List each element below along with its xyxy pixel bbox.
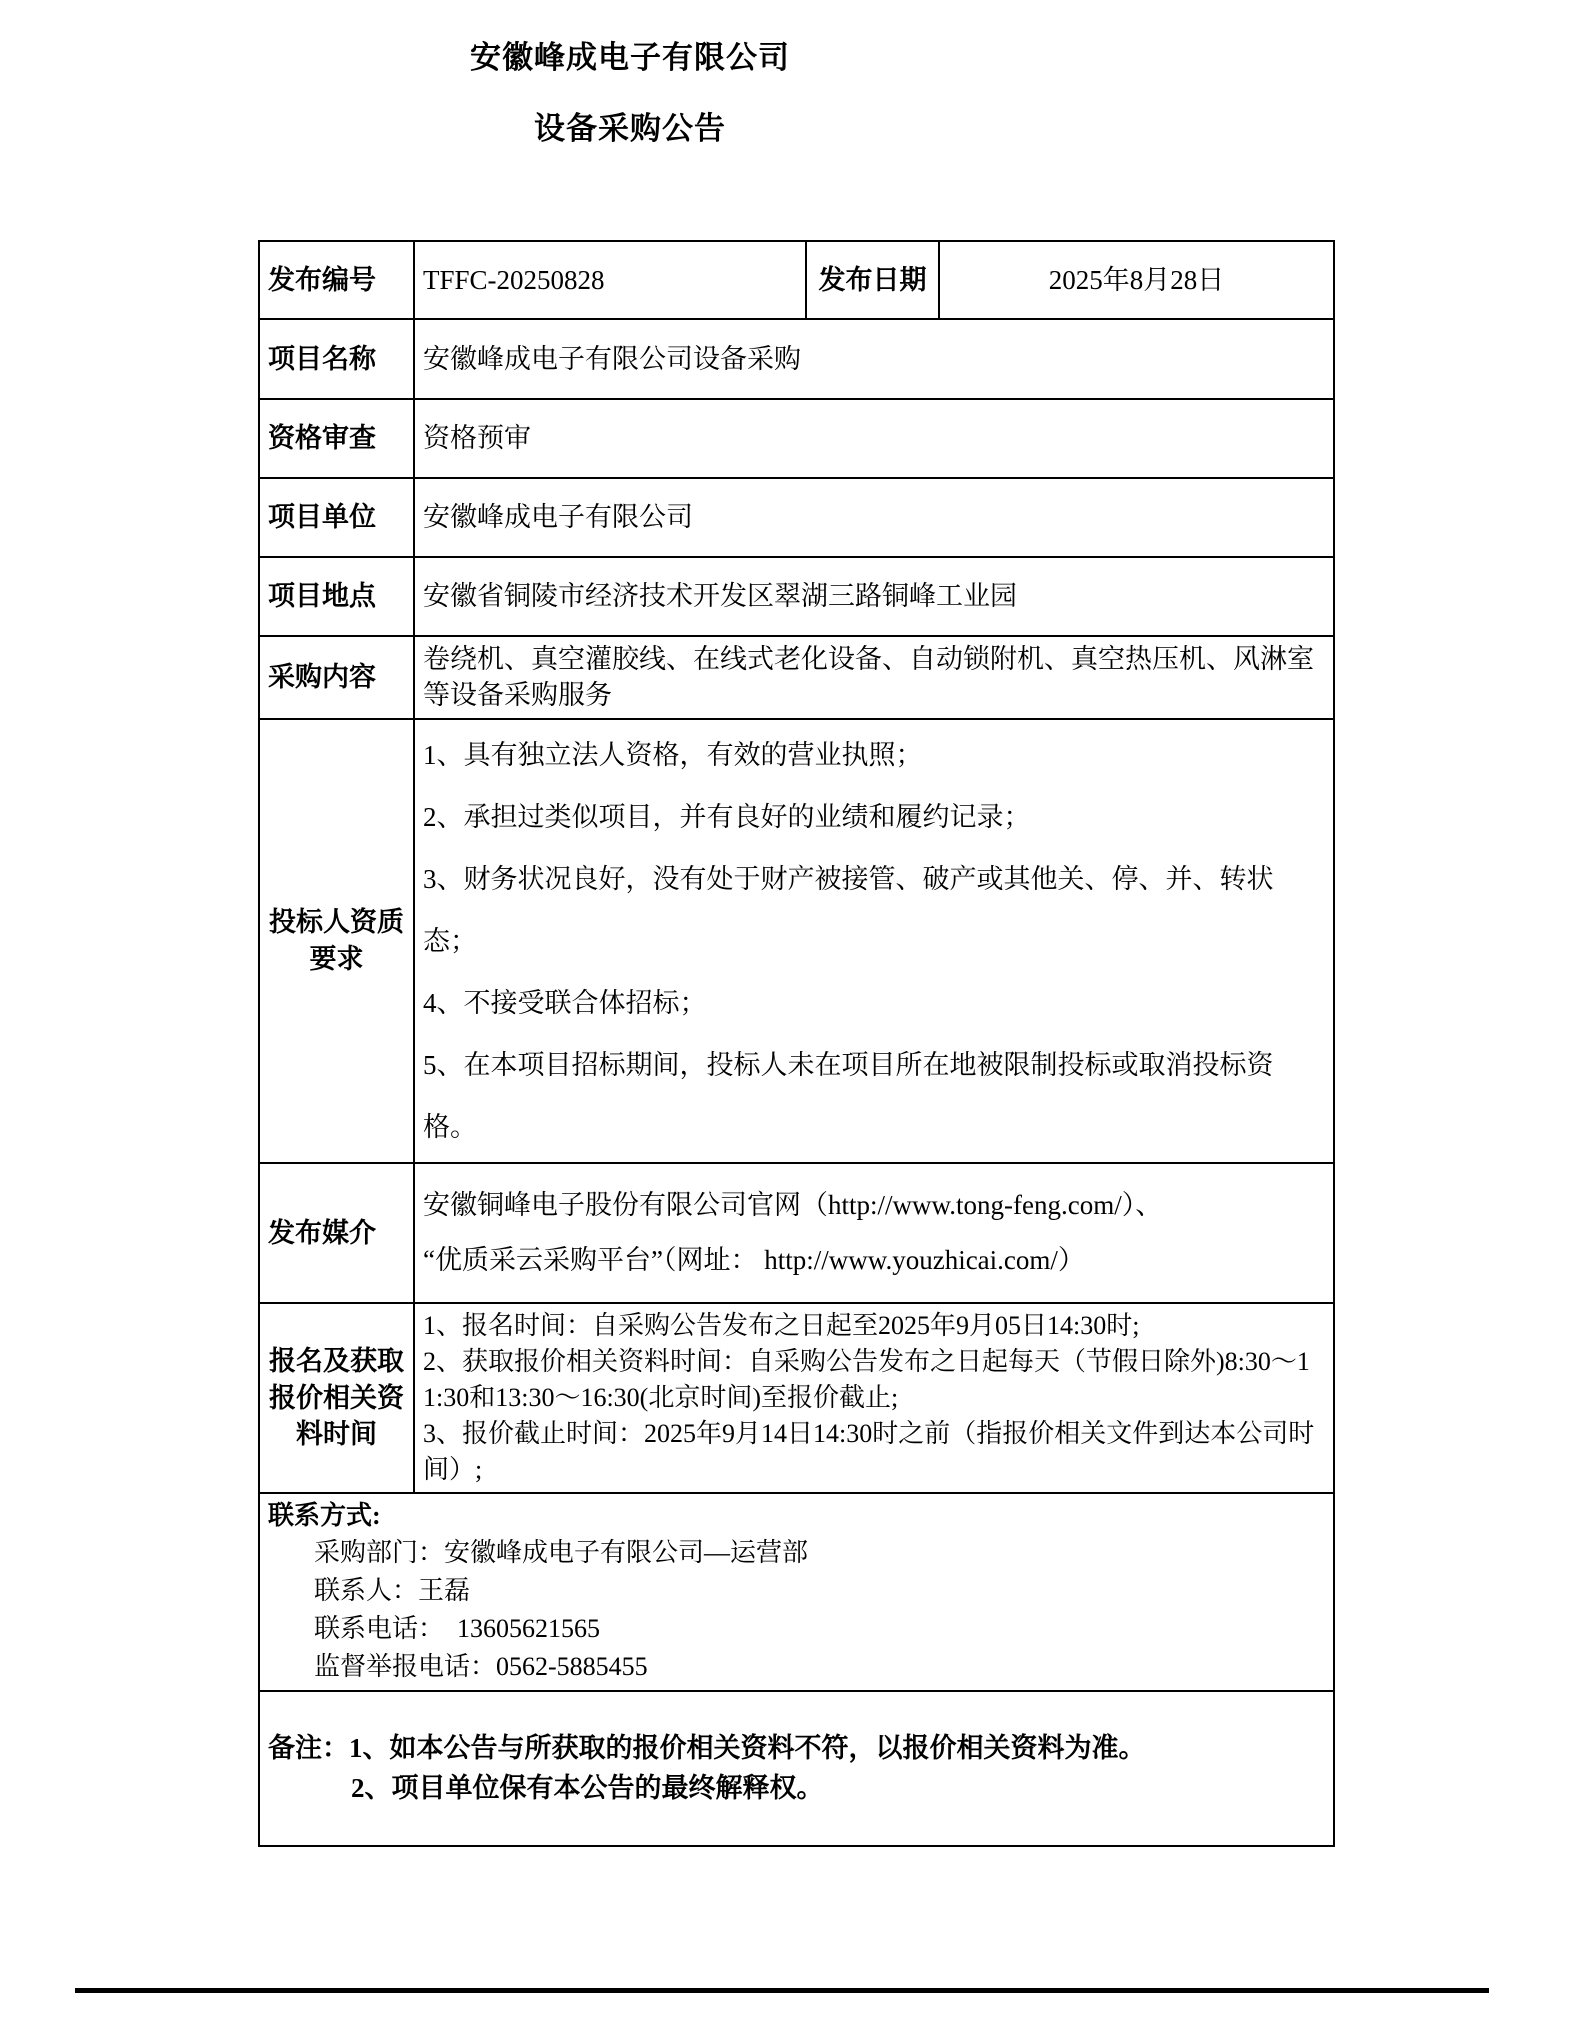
remarks-cell xyxy=(259,1691,1334,1846)
project-location-label: 项目地点 xyxy=(259,557,414,636)
qualification-review-label: 资格审查 xyxy=(259,399,414,478)
contact-heading: 联系方式: xyxy=(268,1500,381,1530)
purchase-content-value: 卷绕机、真空灌胶线、在线式老化设备、自动锁附机、真空热压机、风淋室等设备采购服务 xyxy=(414,636,1334,719)
purchase-content-label: 采购内容 xyxy=(259,636,414,719)
project-name-value: 安徽峰成电子有限公司设备采购 xyxy=(414,319,1334,399)
registration-schedule-label: 报名及获取报价相关资料时间 xyxy=(259,1303,414,1493)
row-project-unit xyxy=(259,478,1334,557)
qualification-item: 1、具有独立法人资格，有效的营业执照； xyxy=(423,739,923,770)
contact-person: 联系人：王磊 xyxy=(314,1575,471,1605)
row-project-name xyxy=(259,319,1334,399)
bidder-qualifications-label: 投标人资质要求 xyxy=(259,719,414,1163)
row-publish-number xyxy=(259,241,1334,319)
schedule-item: 2、获取报价相关资料时间：自采购公告发布之日起每天（节假日除外)8:30～11:30和13:30～16:30(北京时间)至报价截止; xyxy=(423,1346,1310,1412)
row-bidder-qualifications xyxy=(259,719,1334,1163)
document-title: 安徽峰成电子有限公司 xyxy=(470,40,790,75)
qualification-item: 3、财务状况良好，没有处于财产被接管、破产或其他关、停、并、转状态； xyxy=(423,863,1274,956)
row-registration-schedule xyxy=(259,1303,1334,1493)
row-project-location xyxy=(259,557,1334,636)
project-unit-value: 安徽峰成电子有限公司 xyxy=(414,478,1334,557)
media-line: 安徽铜峰电子股份有限公司官网（http://www.tong-feng.com/）、 xyxy=(423,1189,1163,1220)
contact-department: 采购部门：安徽峰成电子有限公司—运营部 xyxy=(314,1537,809,1567)
qualification-item: 5、在本项目招标期间，投标人未在项目所在地被限制投标或取消投标资格。 xyxy=(423,1049,1274,1142)
row-publish-media xyxy=(259,1163,1334,1303)
qualification-item: 4、不接受联合体招标； xyxy=(423,987,707,1018)
row-remarks xyxy=(259,1691,1334,1846)
qualification-item: 2、承担过类似项目，并有良好的业绩和履约记录； xyxy=(423,801,1031,832)
schedule-item: 1、报名时间：自采购公告发布之日起至2025年9月05日14:30时; xyxy=(423,1310,1140,1340)
publish-number-label: 发布编号 xyxy=(259,241,414,319)
row-qualification-review xyxy=(259,399,1334,478)
project-name-label: 项目名称 xyxy=(259,319,414,399)
supervision-phone: 监督举报电话：0562-5885455 xyxy=(314,1651,648,1681)
row-purchase-content xyxy=(259,636,1334,719)
publish-number-value: TFFC-20250828 xyxy=(414,241,806,319)
qualification-review-value: 资格预审 xyxy=(414,399,1334,478)
remarks-lead: 备注： xyxy=(268,1733,349,1764)
publish-media-label: 发布媒介 xyxy=(259,1163,414,1303)
remark-line-2: 2、项目单位保有本公告的最终解释权。 xyxy=(351,1773,824,1804)
project-location-value: 安徽省铜陵市经济技术开发区翠湖三路铜峰工业园 xyxy=(414,557,1334,636)
publish-date-label: 发布日期 xyxy=(806,241,939,319)
announcement-table xyxy=(258,240,1335,1847)
document-subtitle: 设备采购公告 xyxy=(534,111,726,146)
bidder-qualifications-value xyxy=(414,719,1334,1163)
schedule-item: 3、报价截止时间：2025年9月14日14:30时之前（指报价相关文件到达本公司时间）; xyxy=(423,1418,1315,1484)
remark-line-1 xyxy=(268,1728,1325,1768)
contact-info-cell xyxy=(259,1493,1334,1691)
contact-phone: 联系电话： 13605621565 xyxy=(314,1613,601,1643)
row-contact-info xyxy=(259,1493,1334,1691)
publish-date-value: 2025年8月28日 xyxy=(939,241,1334,319)
remark-text-1: 1、如本公告与所获取的报价相关资料不符，以报价相关资料为准。 xyxy=(349,1733,1146,1764)
media-line: “优质采云采购平台”（网址： http://www.youzhicai.com/） xyxy=(423,1244,1085,1275)
footer-divider-rule xyxy=(75,1988,1489,1993)
project-unit-label: 项目单位 xyxy=(259,478,414,557)
publish-media-value xyxy=(414,1163,1334,1303)
registration-schedule-value xyxy=(414,1303,1334,1493)
